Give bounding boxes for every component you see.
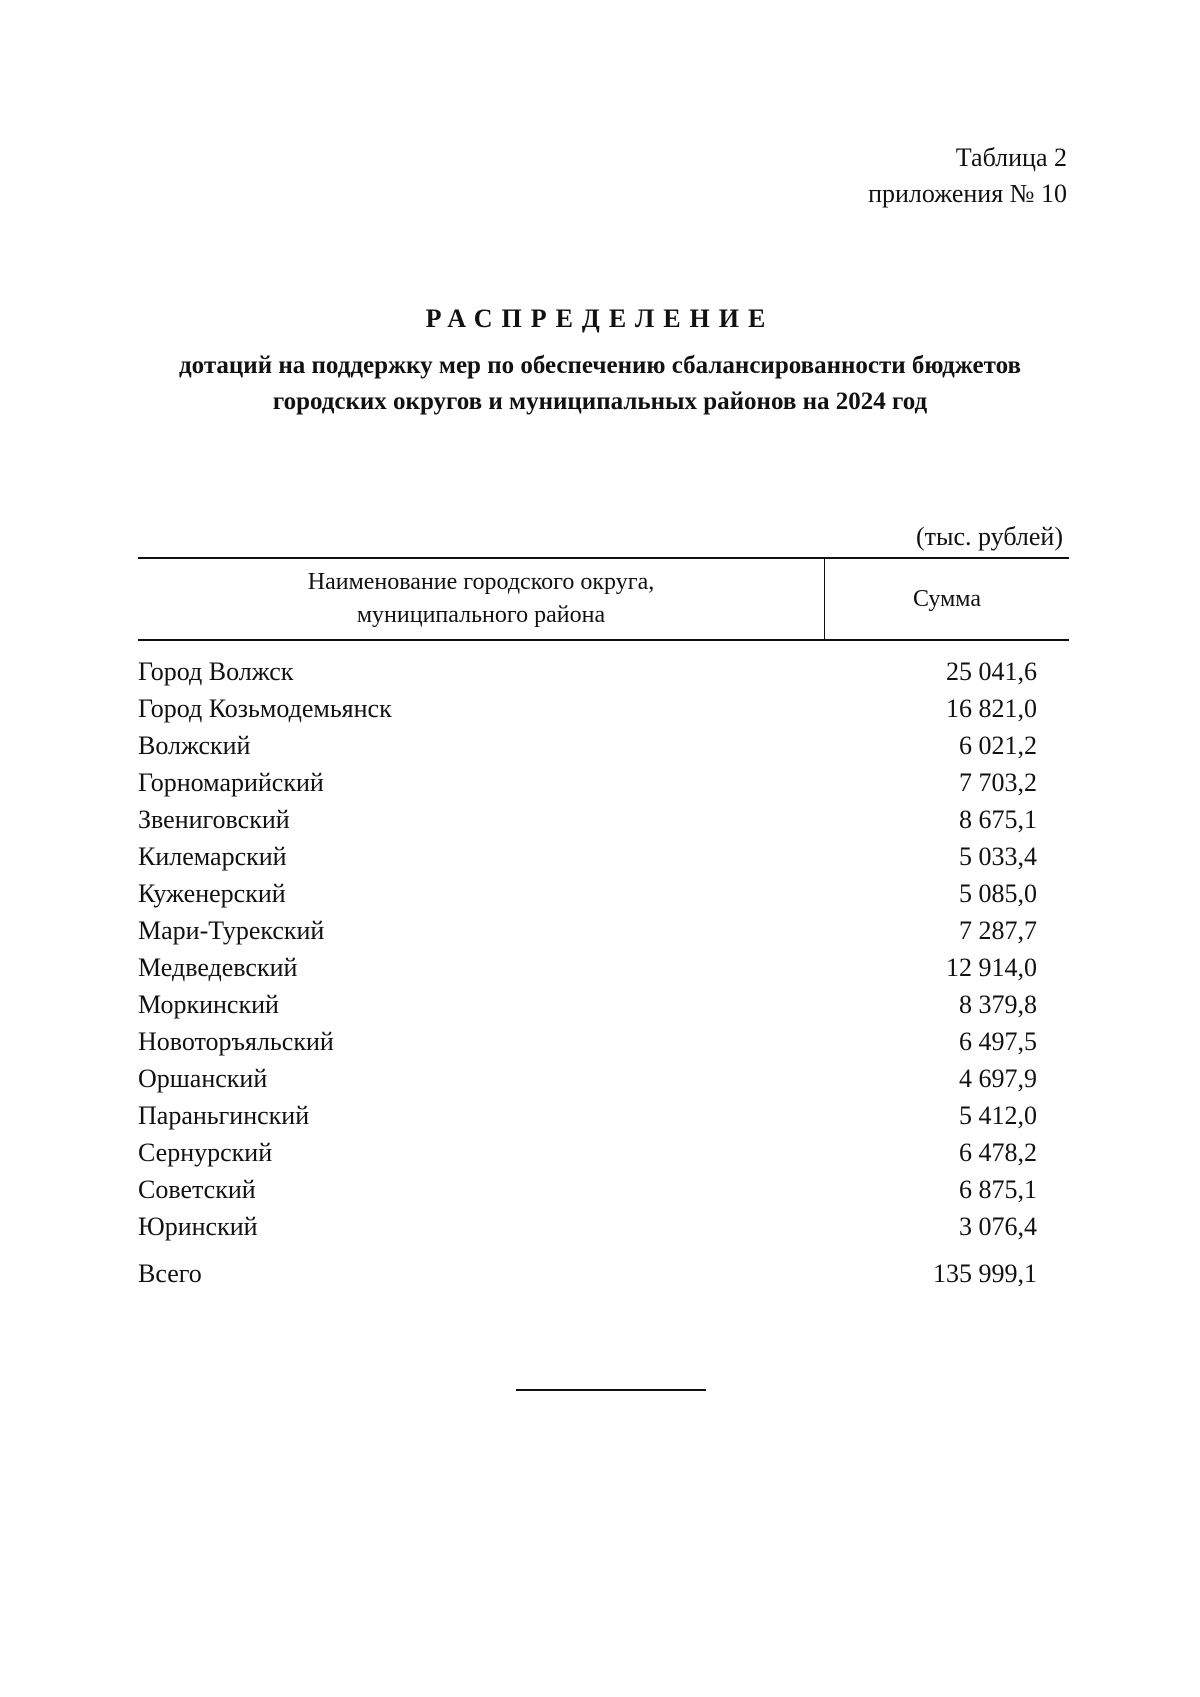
district-name: Моркинский (138, 989, 279, 1019)
table-row (138, 1023, 1069, 1060)
distribution-table (138, 557, 1069, 1292)
district-sum: 5 412,0 (959, 1100, 1037, 1130)
district-name: Звениговский (138, 804, 290, 834)
district-sum: 4 697,9 (959, 1063, 1037, 1093)
district-name: Оршанский (138, 1063, 268, 1093)
district-sum: 7 287,7 (959, 915, 1037, 945)
end-divider (516, 1389, 706, 1391)
district-sum: 16 821,0 (946, 693, 1037, 723)
district-sum: 5 085,0 (959, 878, 1037, 908)
district-name: Юринский (138, 1211, 258, 1241)
district-name: Параньгинский (138, 1100, 310, 1130)
district-sum: 6 021,2 (959, 730, 1037, 760)
district-name: Новоторъяльский (138, 1026, 334, 1056)
district-name: Советский (138, 1174, 256, 1204)
table-row (138, 1171, 1069, 1208)
total-sum: 135 999,1 (933, 1258, 1037, 1288)
table-row (138, 1134, 1069, 1171)
district-sum: 12 914,0 (946, 952, 1037, 982)
district-sum: 5 033,4 (959, 841, 1037, 871)
table-row (138, 875, 1069, 912)
district-name: Город Козьмодемьянск (138, 693, 392, 723)
header-name-line-2: муниципального района (356, 602, 606, 628)
table-row (138, 690, 1069, 727)
district-sum: 3 076,4 (959, 1211, 1037, 1241)
units-label: (тыс. рублей) (915, 522, 1063, 551)
district-sum: 6 875,1 (959, 1174, 1037, 1204)
table-row (138, 727, 1069, 764)
table-row (138, 653, 1069, 690)
total-label: Всего (138, 1258, 202, 1288)
table-row (138, 1208, 1069, 1245)
table-row (138, 949, 1069, 986)
district-name: Медведевский (138, 952, 298, 982)
appendix-number: приложения № 10 (868, 179, 1067, 208)
table-header (138, 557, 1069, 641)
table-row (138, 801, 1069, 838)
district-name: Мари-Турекский (138, 915, 325, 945)
district-sum: 7 703,2 (959, 767, 1037, 797)
district-name: Город Волжск (138, 656, 294, 686)
district-name: Волжский (138, 730, 251, 760)
table-total-row (138, 1255, 1069, 1292)
document-subtitle (100, 348, 1100, 420)
header-name-column (138, 559, 825, 639)
district-sum: 6 478,2 (959, 1137, 1037, 1167)
district-name: Килемарский (138, 841, 287, 871)
table-row (138, 764, 1069, 801)
subtitle-line-1: дотаций на поддержку мер по обеспечению сбалансированности бюджетов (179, 352, 1021, 379)
table-row (138, 838, 1069, 875)
district-name: Куженерский (138, 878, 286, 908)
table-body (138, 641, 1069, 1292)
header-sum-column: Сумма (913, 585, 981, 612)
table-number: Таблица 2 (955, 143, 1067, 172)
header-name-line-1: Наименование городского округа, (307, 569, 655, 595)
subtitle-line-2: городских округов и муниципальных районов на 2024 год (272, 388, 928, 415)
district-sum: 25 041,6 (946, 656, 1037, 686)
table-row (138, 912, 1069, 949)
district-name: Сернурский (138, 1137, 273, 1167)
table-reference (868, 140, 1067, 212)
document-title: РАСПРЕДЕЛЕНИЕ (425, 304, 775, 333)
table-row (138, 1097, 1069, 1134)
district-sum: 8 675,1 (959, 804, 1037, 834)
district-sum: 6 497,5 (959, 1026, 1037, 1056)
table-row (138, 1060, 1069, 1097)
table-row (138, 986, 1069, 1023)
district-sum: 8 379,8 (959, 989, 1037, 1019)
district-name: Горномарийский (138, 767, 324, 797)
